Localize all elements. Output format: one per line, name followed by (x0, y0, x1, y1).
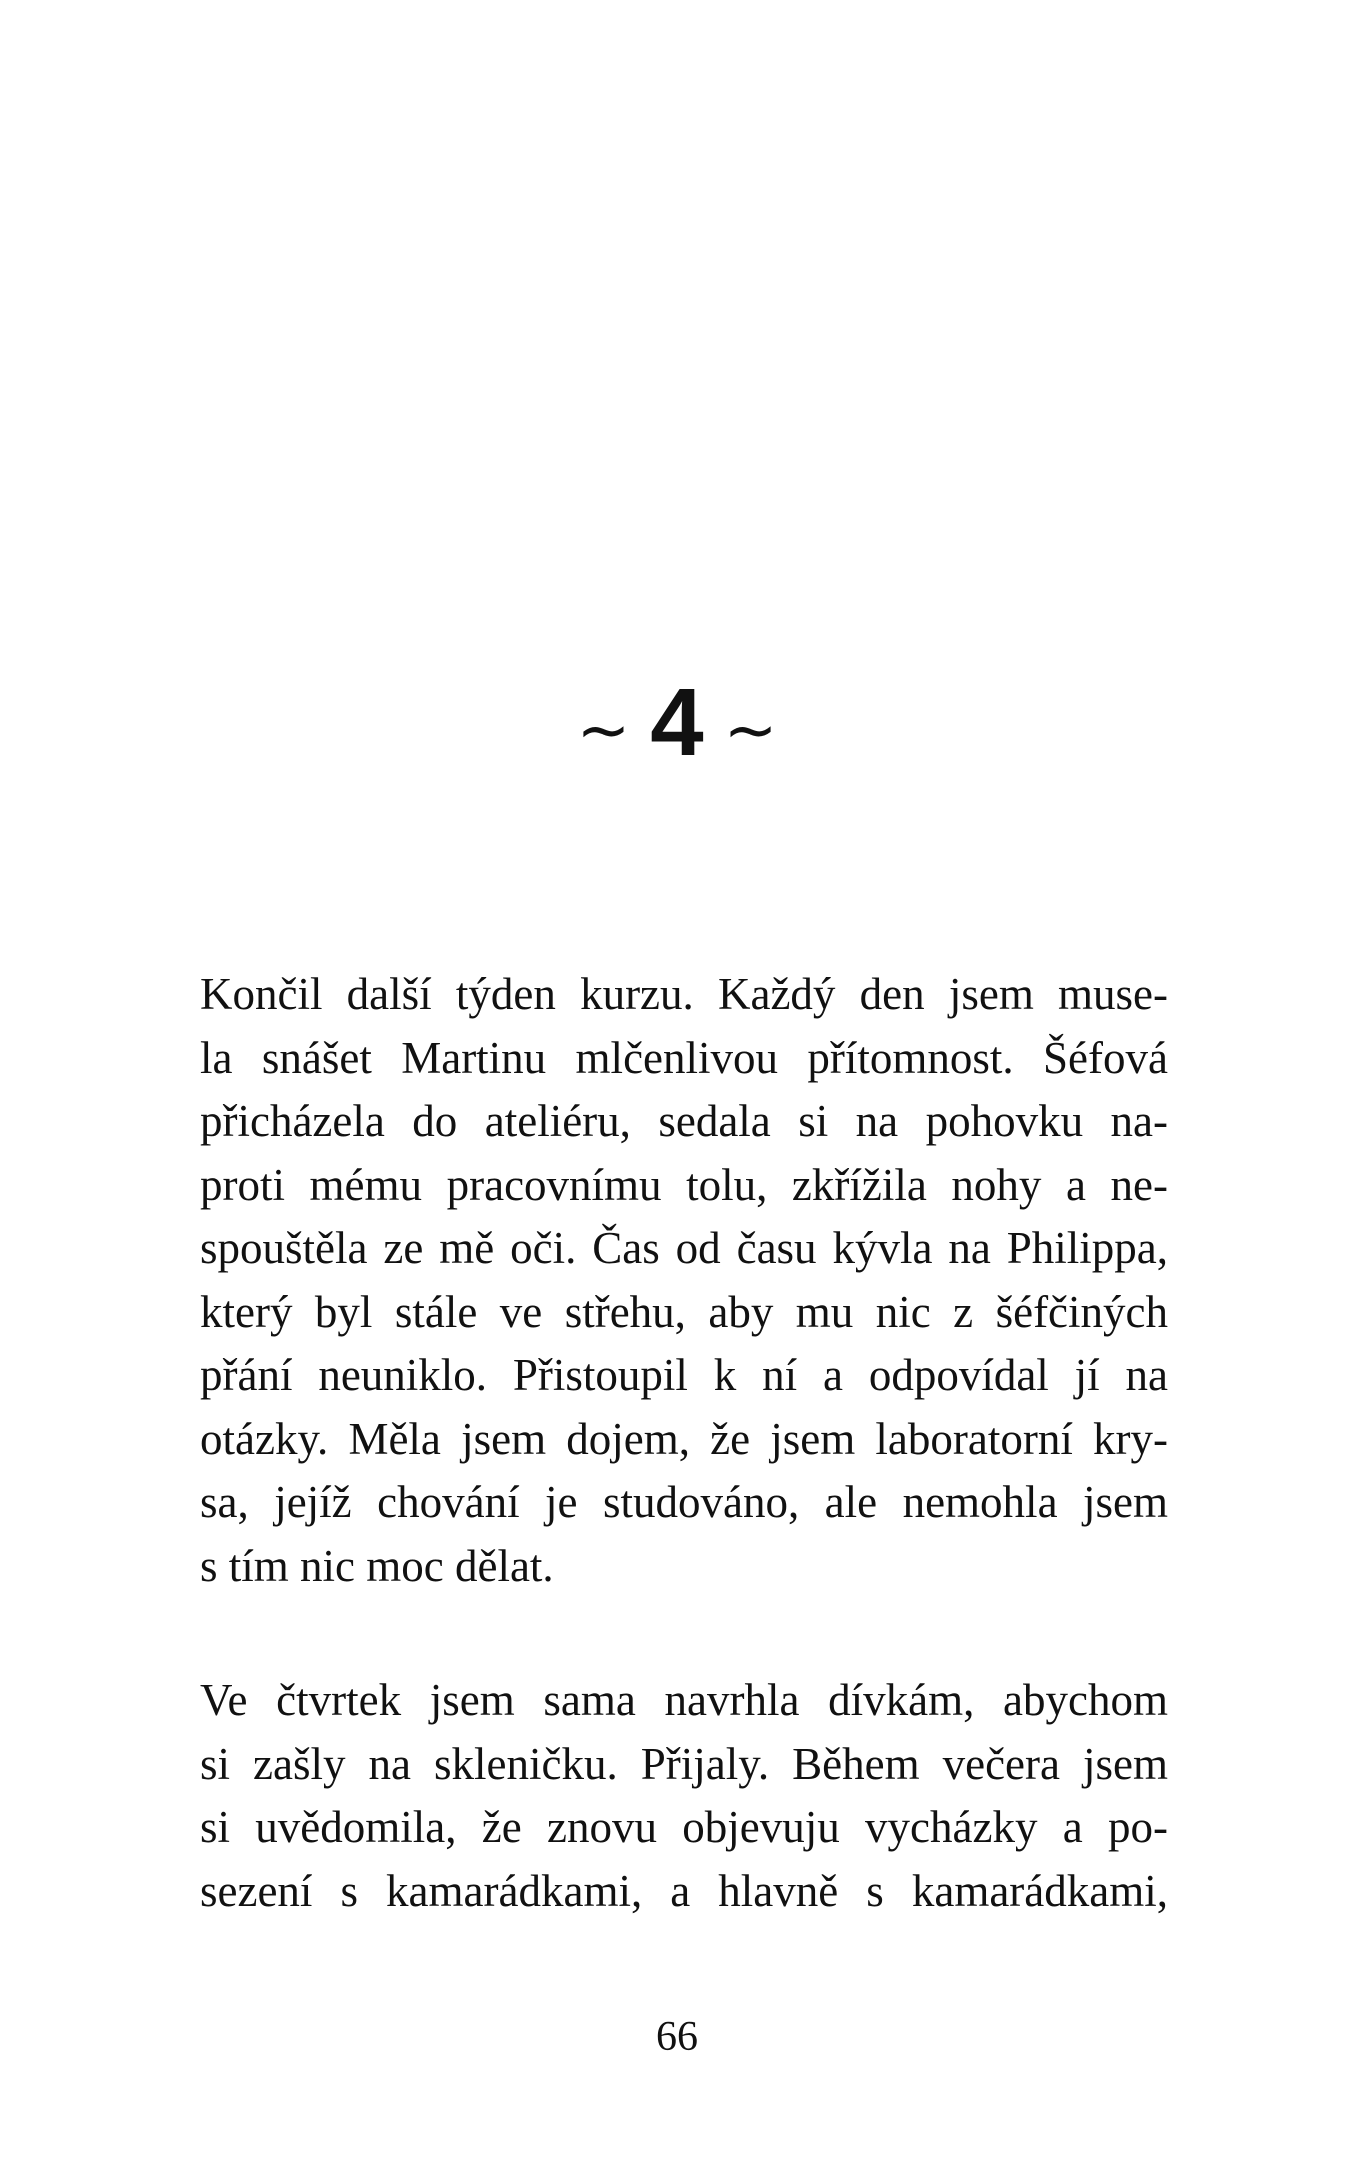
text-line: Ve čtvrtek jsem sama navrhla dívkám, abychom (200, 1675, 1168, 1725)
text-line: si uvědomila, že znovu objevuju vycházky a po- (200, 1802, 1168, 1852)
text-line: si zašly na skleničku. Přijaly. Během večera jsem (200, 1738, 1168, 1789)
text-line: proti mému pracovnímu tolu, zkřížila nohy a ne- (200, 1159, 1168, 1210)
chapter-tilde-left: ~ (576, 694, 631, 768)
text-line: la snášet Martinu mlčenlivou přítomnost. Šéfová (200, 1032, 1168, 1083)
text-line: sa, jejíž chování je studováno, ale nemohla jsem (200, 1477, 1168, 1527)
paragraph-2 (200, 1669, 1168, 1923)
text-line: otázky. Měla jsem dojem, že jsem laboratorní kry- (200, 1413, 1168, 1464)
text-line: sezení s kamarádkami, a hlavně s kamarádkami, (200, 1865, 1168, 1916)
text-line: přání neuniklo. Přistoupil k ní a odpovídal jí na (200, 1350, 1168, 1400)
text-line: s tím nic moc dělat. (200, 1540, 554, 1591)
page-number: 66 (656, 2014, 698, 2060)
chapter-heading (0, 668, 1354, 778)
text-line: který byl stále ve střehu, aby mu nic z šéfčiných (200, 1286, 1168, 1337)
text-line: Končil další týden kurzu. Každý den jsem muse- (200, 969, 1168, 1019)
text-line: spouštěla ze mě oči. Čas od času kývla na Philippa, (200, 1223, 1168, 1273)
text-line: přicházela do ateliéru, sedala si na pohovku na- (200, 1096, 1168, 1146)
paragraph-1 (200, 963, 1168, 1598)
chapter-number: 4 (650, 669, 704, 776)
chapter-tilde-right: ~ (723, 694, 778, 768)
